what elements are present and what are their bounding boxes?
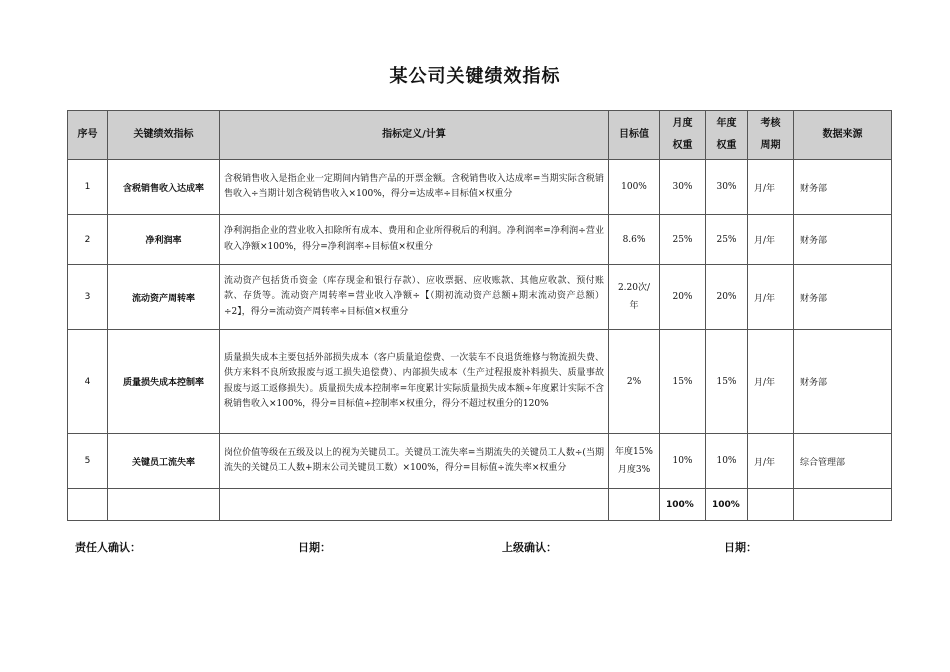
cell-annual-weight: 15% bbox=[706, 330, 748, 434]
cell-kpi-name: 质量损失成本控制率 bbox=[108, 330, 220, 434]
cell-monthly-weight: 15% bbox=[660, 330, 706, 434]
cell-empty bbox=[108, 489, 220, 521]
cell-annual-weight: 10% bbox=[706, 434, 748, 489]
cell-kpi-name: 流动资产周转率 bbox=[108, 265, 220, 330]
cell-cycle: 月/年 bbox=[748, 160, 794, 215]
cell-annual-weight: 20% bbox=[706, 265, 748, 330]
cell-cycle: 月/年 bbox=[748, 265, 794, 330]
cell-seq: 5 bbox=[68, 434, 108, 489]
total-monthly-weight: 100% bbox=[660, 489, 706, 521]
cell-seq: 2 bbox=[68, 215, 108, 265]
header-cycle: 考核 周期 bbox=[748, 111, 794, 160]
date-label: 日期： bbox=[724, 541, 757, 554]
cell-monthly-weight: 30% bbox=[660, 160, 706, 215]
totals-row bbox=[68, 489, 892, 521]
cell-definition: 流动资产包括货币资金（库存现金和银行存款）、应收票据、应收账款、其他应收款、预付账款、存货等。流动资产周转率=营业收入净额÷【（期初流动资产总额+期末流动资产总额）÷2】，得分=流动资产周转率÷目标值×权重分 bbox=[220, 265, 609, 330]
cell-monthly-weight: 25% bbox=[660, 215, 706, 265]
cell-seq: 3 bbox=[68, 265, 108, 330]
table-header-row bbox=[68, 111, 892, 160]
cell-seq: 1 bbox=[68, 160, 108, 215]
cell-kpi-name: 含税销售收入达成率 bbox=[108, 160, 220, 215]
cell-cycle: 月/年 bbox=[748, 434, 794, 489]
header-monthly-weight: 月度 权重 bbox=[660, 111, 706, 160]
cell-definition: 净利润指企业的营业收入扣除所有成本、费用和企业所得税后的利润。净利润率=净利润÷营业收入净额×100%，得分=净利润率÷目标值×权重分 bbox=[220, 215, 609, 265]
cell-empty bbox=[794, 489, 892, 521]
table-row bbox=[68, 265, 892, 330]
cell-cycle: 月/年 bbox=[748, 215, 794, 265]
table-row bbox=[68, 160, 892, 215]
table-row bbox=[68, 215, 892, 265]
cell-monthly-weight: 10% bbox=[660, 434, 706, 489]
cell-definition: 岗位价值等级在五级及以上的视为关键员工。关键员工流失率=当期流失的关键员工人数÷(当期流失的关键员工人数+期末公司关键员工数）×100%，得分=目标值÷流失率×权重分 bbox=[220, 434, 609, 489]
responsible-confirm-label: 责任人确认： bbox=[75, 541, 141, 554]
cell-source: 财务部 bbox=[794, 265, 892, 330]
cell-source: 财务部 bbox=[794, 215, 892, 265]
header-annual-weight: 年度 权重 bbox=[706, 111, 748, 160]
cell-empty bbox=[609, 489, 660, 521]
cell-target: 8.6% bbox=[609, 215, 660, 265]
cell-source: 综合管理部 bbox=[794, 434, 892, 489]
header-target: 目标值 bbox=[609, 111, 660, 160]
cell-target: 2.20次/ 年 bbox=[609, 265, 660, 330]
header-definition: 指标定义/计算 bbox=[220, 111, 609, 160]
table-row bbox=[68, 330, 892, 434]
cell-source: 财务部 bbox=[794, 160, 892, 215]
cell-empty bbox=[68, 489, 108, 521]
cell-annual-weight: 30% bbox=[706, 160, 748, 215]
header-source: 数据来源 bbox=[794, 111, 892, 160]
date-label: 日期： bbox=[298, 541, 331, 554]
cell-annual-weight: 25% bbox=[706, 215, 748, 265]
cell-target: 100% bbox=[609, 160, 660, 215]
header-seq: 序号 bbox=[68, 111, 108, 160]
cell-source: 财务部 bbox=[794, 330, 892, 434]
kpi-table bbox=[67, 110, 892, 521]
cell-target: 2% bbox=[609, 330, 660, 434]
cell-definition: 质量损失成本主要包括外部损失成本（客户质量追偿费、一次装车不良退货维修与物流损失费、供方来料不良所致报废与返工损失追偿费）、内部损失成本（生产过程报废补料损失、质量事故报废与返工返修损失）。质量损失成本控制率=年度累计实际质量损失成本额÷年度累计实际不含税销售收入×100%，得分=目标值÷控制率×权重分，得分不超过权重分的120% bbox=[220, 330, 609, 434]
cell-kpi-name: 关键员工流失率 bbox=[108, 434, 220, 489]
cell-empty bbox=[748, 489, 794, 521]
cell-monthly-weight: 20% bbox=[660, 265, 706, 330]
cell-seq: 4 bbox=[68, 330, 108, 434]
cell-cycle: 月/年 bbox=[748, 330, 794, 434]
header-kpi-name: 关键绩效指标 bbox=[108, 111, 220, 160]
cell-definition: 含税销售收入是指企业一定期间内销售产品的开票金额。含税销售收入达成率=当期实际含税销售收入÷当期计划含税销售收入×100%，得分=达成率÷目标值×权重分 bbox=[220, 160, 609, 215]
cell-target: 年度15% 月度3% bbox=[609, 434, 660, 489]
page-title: 某公司关键绩效指标 bbox=[389, 66, 561, 87]
cell-empty bbox=[220, 489, 609, 521]
superior-confirm-label: 上级确认： bbox=[502, 541, 557, 554]
total-annual-weight: 100% bbox=[706, 489, 748, 521]
cell-kpi-name: 净利润率 bbox=[108, 215, 220, 265]
table-row bbox=[68, 434, 892, 489]
